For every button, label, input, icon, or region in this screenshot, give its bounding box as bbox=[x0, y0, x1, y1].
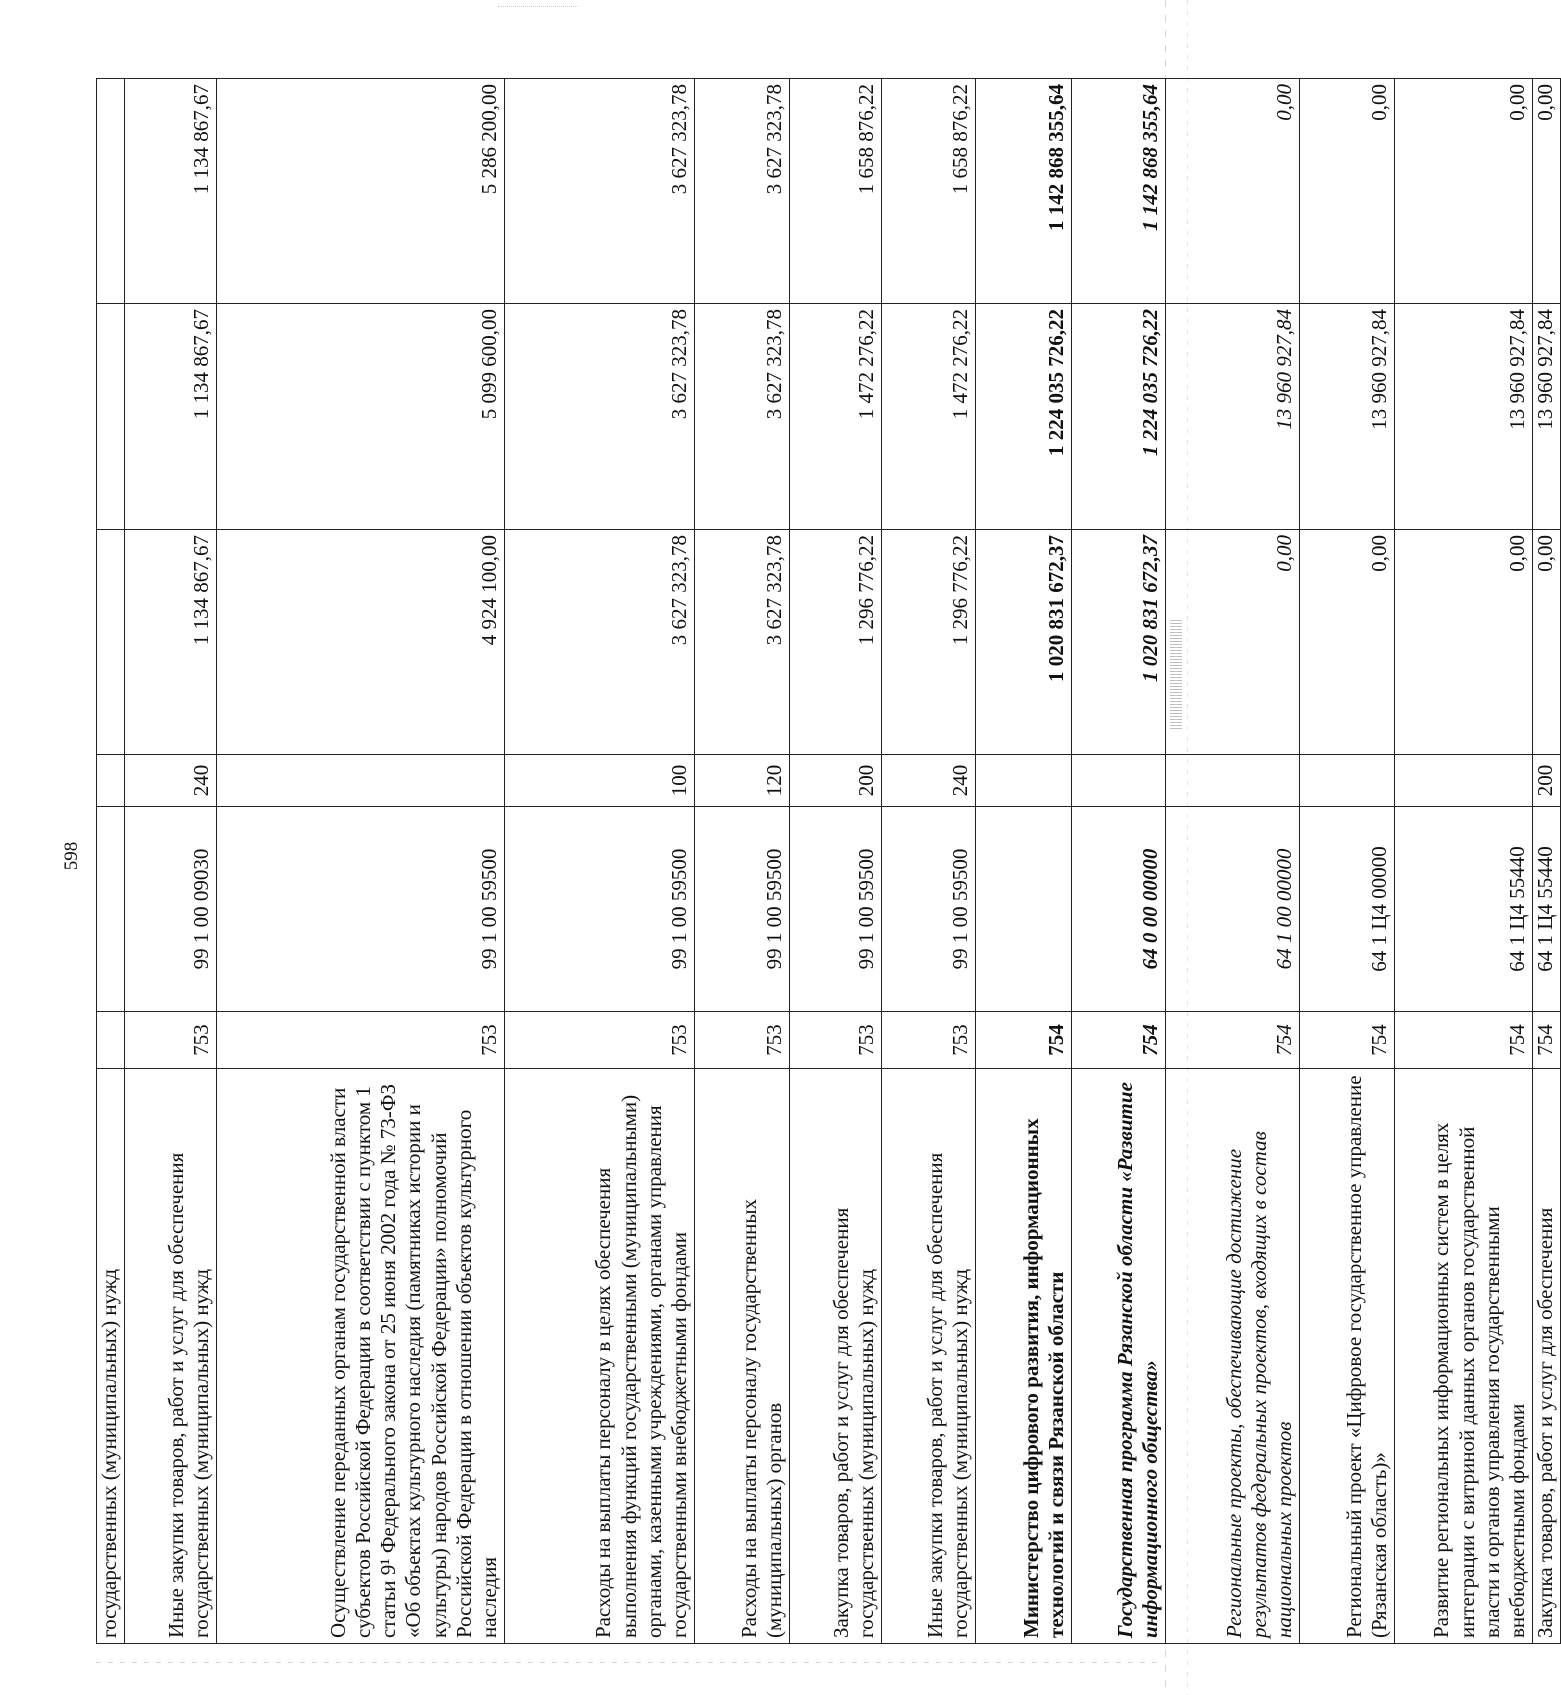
row-sum-year1-cell: 3 627 323,78 bbox=[505, 530, 695, 755]
table-row bbox=[1166, 79, 1300, 1644]
row-sum-year3-cell: 0,00 bbox=[1395, 79, 1533, 304]
row-sum-year2-cell: 13 960 927,84 bbox=[1395, 304, 1533, 530]
row-name-cell: государственных (муниципальных) нужд bbox=[97, 1069, 125, 1644]
row-name-cell: Министерство цифрового развития, информационных технологий и связи Рязанской области bbox=[976, 1069, 1072, 1644]
row-grbs-cell: 753 bbox=[217, 1012, 505, 1069]
row-sum-year2-cell: 5 099 600,00 bbox=[217, 304, 505, 530]
row-vr-cell bbox=[1166, 755, 1300, 807]
row-vr-cell bbox=[97, 755, 125, 807]
row-vr-cell bbox=[1072, 755, 1166, 807]
table-row bbox=[1072, 79, 1166, 1644]
row-name-cell: Расходы на выплаты персоналу в целях обеспечения выполнения функций государственными (муниципальными) органами, казенными учреждениями, органами управления государственными внебюджетными фондами bbox=[505, 1069, 695, 1644]
row-vr-cell: 120 bbox=[695, 755, 790, 807]
row-csr-cell bbox=[976, 807, 1072, 1012]
row-name-cell: Региональный проект «Цифровое государственное управление (Рязанская область)» bbox=[1300, 1069, 1395, 1644]
row-csr-cell: 64 1 Ц4 55440 bbox=[1395, 807, 1533, 1012]
row-vr-cell bbox=[217, 755, 505, 807]
row-csr-cell: 64 1 00 00000 bbox=[1166, 807, 1300, 1012]
row-csr-cell: 99 1 00 59500 bbox=[505, 807, 695, 1012]
budget-table bbox=[96, 78, 1561, 1644]
row-sum-year2-cell: 1 134 867,67 bbox=[125, 304, 217, 530]
row-sum-year2-cell: 1 472 276,22 bbox=[882, 304, 976, 530]
row-grbs-cell: 753 bbox=[695, 1012, 790, 1069]
row-sum-year2-cell: 1 224 035 726,22 bbox=[976, 304, 1072, 530]
row-csr-cell: 99 1 00 59500 bbox=[882, 807, 976, 1012]
row-grbs-cell: 754 bbox=[1533, 1012, 1561, 1069]
row-vr-cell bbox=[976, 755, 1072, 807]
row-grbs-cell: 754 bbox=[1300, 1012, 1395, 1069]
row-vr-cell: 200 bbox=[1533, 755, 1561, 807]
row-grbs-cell: 753 bbox=[505, 1012, 695, 1069]
table-row bbox=[505, 79, 695, 1644]
row-sum-year3-cell: 0,00 bbox=[1166, 79, 1300, 304]
row-sum-year1-cell: 1 296 776,22 bbox=[790, 530, 882, 755]
budget-table-body bbox=[97, 79, 1561, 1644]
row-name-cell: Иные закупки товаров, работ и услуг для обеспечения государственных (муниципальных) нужд bbox=[125, 1069, 217, 1644]
table-row bbox=[976, 79, 1072, 1644]
row-csr-cell: 64 1 Ц4 55440 bbox=[1533, 807, 1561, 1012]
row-sum-year3-cell: 5 286 200,00 bbox=[217, 79, 505, 304]
row-sum-year3-cell: 0,00 bbox=[1300, 79, 1395, 304]
row-name-cell: Осуществление переданных органам государственной власти субъектов Российской Федерации в соответствии с пунктом 1 статьи 9¹ Федерального закона от 25 июня 2002 года № 73-ФЗ «Об объектах культурного наследия (памятниках истории и культуры) народов Российской Федерации» полномочий Российской Федерации в отношении объектов культурного наследия bbox=[217, 1069, 505, 1644]
row-name-cell: Закупка товаров, работ и услуг для обеспечения государственных (муниципальных) нужд bbox=[790, 1069, 882, 1644]
table-row bbox=[1533, 79, 1561, 1644]
row-grbs-cell: 754 bbox=[976, 1012, 1072, 1069]
row-vr-cell bbox=[1395, 755, 1533, 807]
row-csr-cell: 99 1 00 59500 bbox=[790, 807, 882, 1012]
row-sum-year2-cell: 13 960 927,84 bbox=[1166, 304, 1300, 530]
row-sum-year2-cell: 3 627 323,78 bbox=[695, 304, 790, 530]
row-grbs-cell bbox=[97, 1012, 125, 1069]
row-name-cell: Региональные проекты, обеспечивающие достижение результатов федеральных проектов, входящих в состав национальных проектов bbox=[1166, 1069, 1300, 1644]
row-csr-cell bbox=[97, 807, 125, 1012]
row-grbs-cell: 754 bbox=[1166, 1012, 1300, 1069]
row-csr-cell: 99 1 00 09030 bbox=[125, 807, 217, 1012]
row-sum-year1-cell: 0,00 bbox=[1166, 530, 1300, 755]
row-vr-cell bbox=[1300, 755, 1395, 807]
row-sum-year1-cell: 1 020 831 672,37 bbox=[1072, 530, 1166, 755]
table-row bbox=[217, 79, 505, 1644]
row-vr-cell: 200 bbox=[790, 755, 882, 807]
budget-table-rotated bbox=[96, 79, 1558, 1644]
table-row bbox=[695, 79, 790, 1644]
row-sum-year2-cell bbox=[97, 304, 125, 530]
row-sum-year3-cell bbox=[97, 79, 125, 304]
row-csr-cell: 64 0 00 00000 bbox=[1072, 807, 1166, 1012]
row-sum-year2-cell: 13 960 927,84 bbox=[1300, 304, 1395, 530]
row-sum-year2-cell: 13 960 927,84 bbox=[1533, 304, 1561, 530]
row-grbs-cell: 753 bbox=[790, 1012, 882, 1069]
row-csr-cell: 64 1 Ц4 00000 bbox=[1300, 807, 1395, 1012]
table-row bbox=[97, 79, 125, 1644]
row-name-cell: Государственная программа Рязанской области «Развитие информационного общества» bbox=[1072, 1069, 1166, 1644]
page-number: 598 bbox=[61, 841, 82, 871]
row-sum-year1-cell bbox=[97, 530, 125, 755]
scan-specks bbox=[498, 6, 578, 13]
row-csr-cell: 99 1 00 59500 bbox=[217, 807, 505, 1012]
row-sum-year1-cell: 1 296 776,22 bbox=[882, 530, 976, 755]
table-row bbox=[1395, 79, 1533, 1644]
row-vr-cell: 100 bbox=[505, 755, 695, 807]
row-sum-year3-cell: 1 658 876,22 bbox=[790, 79, 882, 304]
row-sum-year2-cell: 1 472 276,22 bbox=[790, 304, 882, 530]
row-vr-cell: 240 bbox=[125, 755, 217, 807]
row-name-cell: Развитие региональных информационных систем в целях интеграции с витриной данных органов государственной власти и органов управления государственными внебюджетными фондами bbox=[1395, 1069, 1533, 1644]
row-sum-year1-cell: 4 924 100,00 bbox=[217, 530, 505, 755]
row-grbs-cell: 753 bbox=[882, 1012, 976, 1069]
row-sum-year3-cell: 3 627 323,78 bbox=[505, 79, 695, 304]
row-sum-year3-cell: 1 658 876,22 bbox=[882, 79, 976, 304]
row-grbs-cell: 754 bbox=[1395, 1012, 1533, 1069]
row-sum-year2-cell: 3 627 323,78 bbox=[505, 304, 695, 530]
row-sum-year1-cell: 1 134 867,67 bbox=[125, 530, 217, 755]
row-sum-year3-cell: 1 142 868 355,64 bbox=[976, 79, 1072, 304]
table-row bbox=[790, 79, 882, 1644]
table-row bbox=[1300, 79, 1395, 1644]
row-sum-year1-cell: 0,00 bbox=[1300, 530, 1395, 755]
row-sum-year1-cell: 0,00 bbox=[1533, 530, 1561, 755]
table-row bbox=[125, 79, 217, 1644]
row-sum-year3-cell: 3 627 323,78 bbox=[695, 79, 790, 304]
row-sum-year1-cell: 0,00 bbox=[1395, 530, 1533, 755]
row-name-cell: Расходы на выплаты персоналу государственных (муниципальных) органов bbox=[695, 1069, 790, 1644]
row-name-cell: Закупка товаров, работ и услуг для обеспечения bbox=[1533, 1069, 1561, 1644]
row-vr-cell: 240 bbox=[882, 755, 976, 807]
row-sum-year3-cell: 0,00 bbox=[1533, 79, 1561, 304]
row-sum-year3-cell: 1 142 868 355,64 bbox=[1072, 79, 1166, 304]
row-sum-year2-cell: 1 224 035 726,22 bbox=[1072, 304, 1166, 530]
row-csr-cell: 99 1 00 59500 bbox=[695, 807, 790, 1012]
row-sum-year1-cell: 3 627 323,78 bbox=[695, 530, 790, 755]
row-sum-year1-cell: 1 020 831 672,37 bbox=[976, 530, 1072, 755]
scan-bottom-line bbox=[96, 1662, 1164, 1663]
row-sum-year3-cell: 1 134 867,67 bbox=[125, 79, 217, 304]
row-grbs-cell: 754 bbox=[1072, 1012, 1166, 1069]
table-row bbox=[882, 79, 976, 1644]
row-grbs-cell: 753 bbox=[125, 1012, 217, 1069]
row-name-cell: Иные закупки товаров, работ и услуг для обеспечения государственных (муниципальных) нужд bbox=[882, 1069, 976, 1644]
